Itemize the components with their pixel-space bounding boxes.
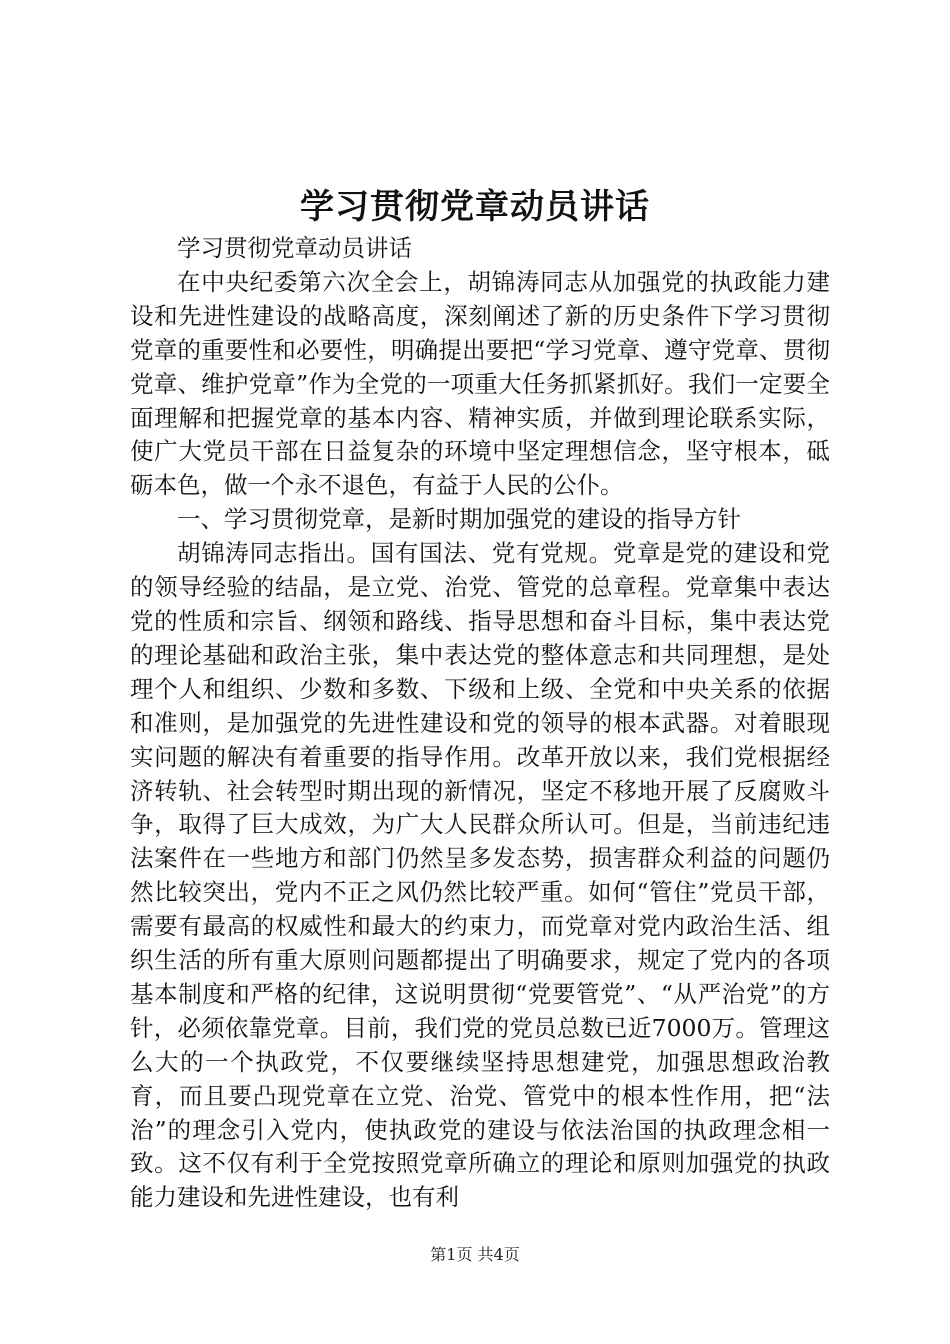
document-body — [130, 232, 830, 1215]
document-title: 学习贯彻党章动员讲话 — [300, 187, 650, 227]
body-paragraph: 胡锦涛同志指出。国有国法、党有党规。党章是党的建设和党的领导经验的结晶，是立党、治党、管党的总章程。党章集中表达党的性质和宗旨、纲领和路线、指导思想和奋斗目标，集中表达党的理论基础和政治主张，集中表达党的整体意志和共同理想，是处理个人和组织、少数和多数、下级和上级、全党和中央关系的依据和准则，是加强党的先进性建设和党的领导的根本武器。对着眼现实问题的解决有着重要的指导作用。改革开放以来，我们党根据经济转轨、社会转型时期出现的新情况，坚定不移地开展了反腐败斗争，取得了巨大成效，为广大人民群众所认可。但是，当前违纪违法案件在一些地方和部门仍然呈多发态势，损害群众利益的问题仍然比较突出，党内不正之风仍然比较严重。如何“管住”党员干部，需要有最高的权威性和最大的约束力，而党章对党内政治生活、组织生活的所有重大原则问题都提出了明确要求，规定了党内的各项基本制度和严格的纪律，这说明贯彻“党要管党”、“从严治党”的方针，必须依靠党章。目前，我们党的党员总数已近7000万。管理这么大的一个执政党，不仅要继续坚持思想建党，加强思想政治教育，而且要凸现党章在立党、治党、管党中的根本性作用，把“法治”的理念引入党内，使执政党的建设与依法治国的执政理念相一致。这不仅有利于全党按照党章所确立的理论和原则加强党的执政能力建设和先进性建设，也有利 — [130, 539, 830, 1212]
page-number: 第1页 共4页 — [430, 1245, 520, 1264]
subtitle-paragraph: 学习贯彻党章动员讲话 — [177, 234, 412, 262]
intro-paragraph: 在中央纪委第六次全会上，胡锦涛同志从加强党的执政能力建设和先进性建设的战略高度，深刻阐述了新的历史条件下学习贯彻党章的重要性和必要性，明确提出要把“学习党章、遵守党章、贯彻党章、维护党章”作为全党的一项重大任务抓紧抓好。我们一定要全面理解和把握党章的基本内容、精神实质，并做到理论联系实际，使广大党员干部在日益复杂的环境中坚定理想信念，坚守根本，砥砺本色，做一个永不退色，有益于人民的公仆。 — [130, 267, 830, 500]
section-heading: 一、学习贯彻党章，是新时期加强党的建设的指导方针 — [177, 505, 741, 534]
